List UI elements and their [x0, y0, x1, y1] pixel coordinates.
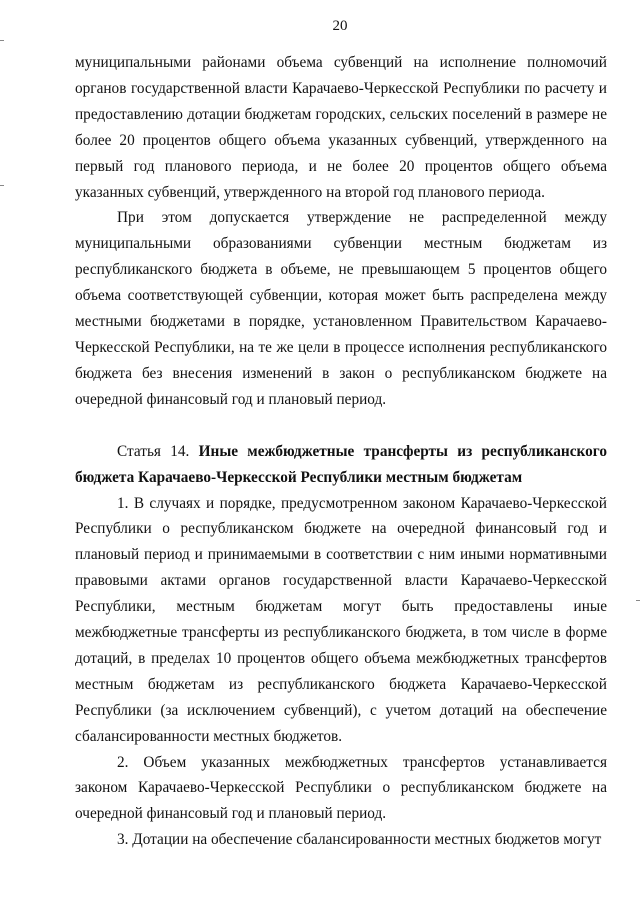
page-number: 20 [332, 18, 348, 34]
paragraph: 3. Дотации на обеспечение сбалансированности местных бюджетов могут [117, 831, 602, 849]
paragraph: 1. В случаях и порядке, предусмотренном законом Карачаево-Черкесской Республики о республиканском бюджете на очередной финансовый год и плановый период и принимаемыми в соответствии с ним иными нормативными правовыми актами органов государственной власти Карачаево-Черкесской Республики, местным бюджетам могут быть предоставлены иные межбюджетные трансферты из республиканского бюджета, в том числе в форме дотаций, в пределах 10 процентов общего объема межбюджетных трансфертов местным бюджетам из республиканского бюджета Карачаево-Черкесской Республики (за исключением субвенций), с учетом дотаций на обеспечение сбалансированности местных бюджетов. [75, 494, 607, 745]
article-heading [75, 439, 607, 491]
scan-edge-mark [636, 600, 640, 601]
document-body [75, 50, 607, 853]
paragraph: При этом допускается утверждение не распределенной между муниципальными образованиями субвенции местным бюджетам из республиканского бюджета в объеме, не превышающем 5 процентов общего объема соответствующей субвенции, которая может быть распределена между местными бюджетами в порядке, установленном Правительством Карачаево-Черкесской Республики, на те же цели в процессе исполнения республиканского бюджета без внесения изменений в закон о республиканском бюджете на очередной финансовый год и плановый период. [75, 209, 607, 408]
paragraph: 2. Объем указанных межбюджетных трансфертов устанавливается законом Карачаево-Черкесской Республики о республиканском бюджете на очередной финансовый год и плановый период. [75, 753, 607, 823]
scan-edge-mark [0, 40, 4, 41]
scan-edge-mark [0, 185, 4, 186]
section-gap [75, 413, 607, 439]
article-title-part2: бюджета Карачаево-Черкесской Республики местным бюджетам [75, 468, 523, 486]
article-title-part1: Иные межбюджетные трансферты из республиканского [198, 442, 607, 460]
article-number: Статья 14. [117, 442, 190, 460]
paragraph-continuation: муниципальными районами объема субвенций на исполнение полномочий органов государственной власти Карачаево-Черкесской Республики по расчету и предоставлению дотации бюджетам городских, сельских поселений в размере не более 20 процентов общего объема указанных субвенций, утвержденного на первый год планового периода, и не более 20 процентов общего объема указанных субвенций, утвержденного на второй год планового периода. [75, 54, 607, 201]
